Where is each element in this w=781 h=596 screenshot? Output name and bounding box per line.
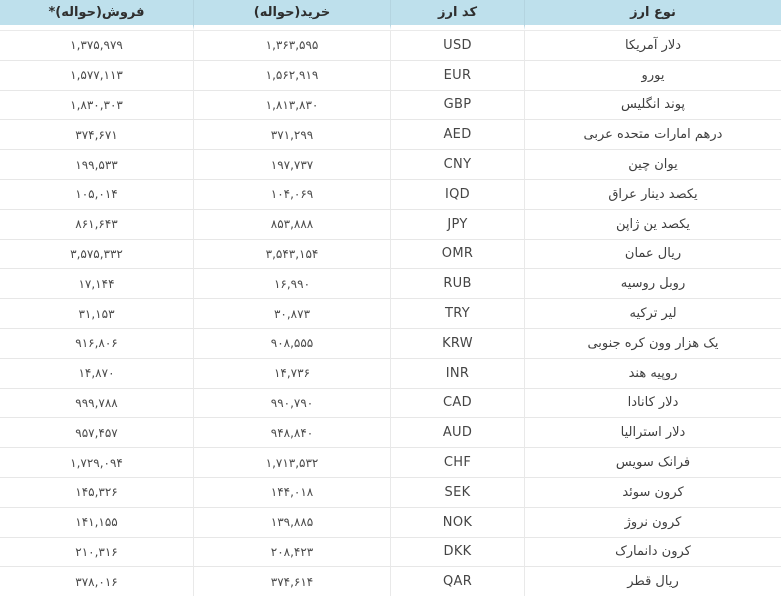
currency-name-cell: دلار کانادا [524, 389, 781, 419]
sell-rate-cell: ۸۶۱,۶۴۳ [0, 210, 193, 240]
col-header-sell-transfer: فروش(حواله)* [0, 0, 193, 30]
currency-name-cell: روپیه هند [524, 359, 781, 389]
buy-rate-cell: ۹۰۸,۵۵۵ [193, 329, 390, 359]
buy-rate-cell: ۱۶,۹۹۰ [193, 269, 390, 299]
currency-code-cell: CNY [390, 150, 524, 180]
currency-name-cell: ریال عمان [524, 240, 781, 270]
buy-rate-cell: ۱۰۴,۰۶۹ [193, 180, 390, 210]
table-row [0, 120, 781, 150]
currency-name-cell: یکصد دینار عراق [524, 180, 781, 210]
currency-code-cell: NOK [390, 508, 524, 538]
header-row [0, 0, 781, 30]
buy-rate-cell: ۹۴۸,۸۴۰ [193, 418, 390, 448]
currency-code-cell: IQD [390, 180, 524, 210]
table-row [0, 91, 781, 121]
sell-rate-cell: ۳۱,۱۵۳ [0, 299, 193, 329]
sell-rate-cell: ۱۹۹,۵۳۳ [0, 150, 193, 180]
buy-rate-cell: ۲۰۸,۴۲۳ [193, 538, 390, 568]
currency-name-cell: کرون نروژ [524, 508, 781, 538]
currency-name-cell: کرون سوئد [524, 478, 781, 508]
currency-name-cell: دلار آمریکا [524, 30, 781, 61]
table-row [0, 210, 781, 240]
sell-rate-cell: ۱,۸۳۰,۳۰۳ [0, 91, 193, 121]
buy-rate-cell: ۱,۸۱۳,۸۳۰ [193, 91, 390, 121]
col-header-currency-code: کد ارز [390, 0, 524, 30]
buy-rate-cell: ۸۵۳,۸۸۸ [193, 210, 390, 240]
sell-rate-cell: ۱,۷۲۹,۰۹۴ [0, 448, 193, 478]
currency-code-cell: TRY [390, 299, 524, 329]
sell-rate-cell: ۱۰۵,۰۱۴ [0, 180, 193, 210]
buy-rate-cell: ۳,۵۴۳,۱۵۴ [193, 240, 390, 270]
table-row [0, 508, 781, 538]
sell-rate-cell: ۱,۳۷۵,۹۷۹ [0, 30, 193, 61]
col-header-currency-name: نوع ارز [524, 0, 781, 30]
currency-name-cell: ریال قطر [524, 567, 781, 596]
currency-code-cell: DKK [390, 538, 524, 568]
currency-code-cell: OMR [390, 240, 524, 270]
buy-rate-cell: ۱۴,۷۳۶ [193, 359, 390, 389]
buy-rate-cell: ۱,۳۶۳,۵۹۵ [193, 30, 390, 61]
table-row [0, 359, 781, 389]
table-row [0, 240, 781, 270]
table-row [0, 478, 781, 508]
currency-name-cell: یکصد ین ژاپن [524, 210, 781, 240]
currency-code-cell: INR [390, 359, 524, 389]
currency-code-cell: GBP [390, 91, 524, 121]
table-row [0, 538, 781, 568]
currency-code-cell: CAD [390, 389, 524, 419]
buy-rate-cell: ۳۰,۸۷۳ [193, 299, 390, 329]
col-header-buy-transfer: خرید(حواله) [193, 0, 390, 30]
currency-name-cell: فرانک سویس [524, 448, 781, 478]
table-row [0, 329, 781, 359]
table-row [0, 418, 781, 448]
table-row [0, 269, 781, 299]
currency-name-cell: یوان چین [524, 150, 781, 180]
currency-name-cell: یورو [524, 61, 781, 91]
currency-code-cell: QAR [390, 567, 524, 596]
currency-code-cell: AUD [390, 418, 524, 448]
currency-name-cell: پوند انگلیس [524, 91, 781, 121]
sell-rate-cell: ۱۴,۸۷۰ [0, 359, 193, 389]
currency-name-cell: درهم امارات متحده عربی [524, 120, 781, 150]
sell-rate-cell: ۹۵۷,۴۵۷ [0, 418, 193, 448]
buy-rate-cell: ۳۷۴,۶۱۴ [193, 567, 390, 596]
sell-rate-cell: ۱۴۱,۱۵۵ [0, 508, 193, 538]
table-row [0, 299, 781, 329]
buy-rate-cell: ۱,۵۶۲,۹۱۹ [193, 61, 390, 91]
table-row [0, 389, 781, 419]
currency-name-cell: دلار استرالیا [524, 418, 781, 448]
table-row [0, 61, 781, 91]
currency-name-cell: روبل روسیه [524, 269, 781, 299]
table-row [0, 150, 781, 180]
currency-name-cell: یک هزار وون کره جنوبی [524, 329, 781, 359]
table-row [0, 30, 781, 61]
currency-name-cell: کرون دانمارک [524, 538, 781, 568]
currency-code-cell: USD [390, 30, 524, 61]
currency-code-cell: KRW [390, 329, 524, 359]
sell-rate-cell: ۱۷,۱۴۴ [0, 269, 193, 299]
sell-rate-cell: ۹۱۶,۸۰۶ [0, 329, 193, 359]
currency-code-cell: SEK [390, 478, 524, 508]
buy-rate-cell: ۹۹۰,۷۹۰ [193, 389, 390, 419]
table-row [0, 180, 781, 210]
table-row [0, 567, 781, 596]
buy-rate-cell: ۱۳۹,۸۸۵ [193, 508, 390, 538]
sell-rate-cell: ۲۱۰,۳۱۶ [0, 538, 193, 568]
table-row [0, 448, 781, 478]
sell-rate-cell: ۳۷۴,۶۷۱ [0, 120, 193, 150]
buy-rate-cell: ۱,۷۱۳,۵۳۲ [193, 448, 390, 478]
currency-code-cell: CHF [390, 448, 524, 478]
sell-rate-cell: ۳۷۸,۰۱۶ [0, 567, 193, 596]
sell-rate-cell: ۱,۵۷۷,۱۱۳ [0, 61, 193, 91]
buy-rate-cell: ۳۷۱,۲۹۹ [193, 120, 390, 150]
currency-code-cell: AED [390, 120, 524, 150]
rates-table-body [0, 30, 781, 596]
buy-rate-cell: ۱۴۴,۰۱۸ [193, 478, 390, 508]
sell-rate-cell: ۹۹۹,۷۸۸ [0, 389, 193, 419]
currency-code-cell: JPY [390, 210, 524, 240]
sell-rate-cell: ۳,۵۷۵,۳۳۲ [0, 240, 193, 270]
currency-code-cell: EUR [390, 61, 524, 91]
buy-rate-cell: ۱۹۷,۷۳۷ [193, 150, 390, 180]
currency-name-cell: لیر ترکیه [524, 299, 781, 329]
sell-rate-cell: ۱۴۵,۳۲۶ [0, 478, 193, 508]
currency-code-cell: RUB [390, 269, 524, 299]
